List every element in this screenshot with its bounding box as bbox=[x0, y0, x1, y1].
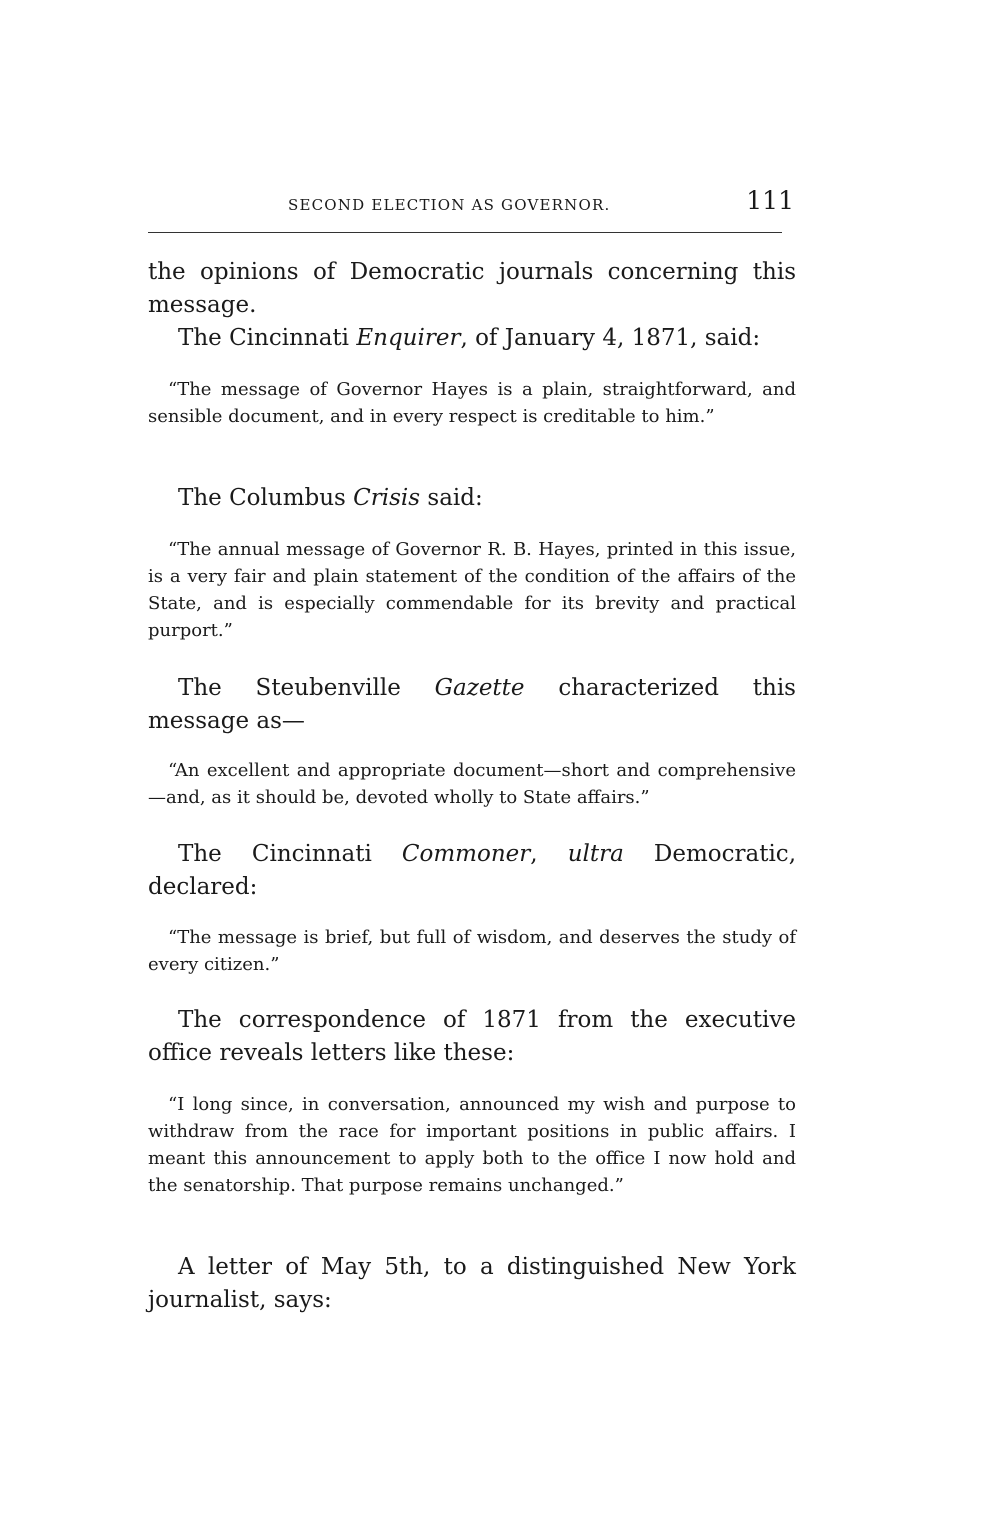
paragraph-text: The Steubenville bbox=[178, 675, 435, 701]
paragraph-text: The Cincinnati bbox=[178, 841, 402, 867]
quote-crisis bbox=[148, 536, 796, 644]
paragraph-gazette bbox=[148, 672, 796, 738]
paragraph-text: characterized this message as— bbox=[148, 675, 796, 734]
newspaper-name: Crisis bbox=[353, 485, 421, 511]
paragraph-may-letter bbox=[148, 1251, 796, 1317]
paragraph-text: Democratic, declared: bbox=[148, 841, 797, 900]
quote-text: “The message of Governor Hayes is a plain, straightforward, and sensible document, and in every respect is creditable to him.” bbox=[148, 379, 796, 427]
paragraph-enquirer bbox=[148, 322, 796, 355]
quote-gazette bbox=[148, 757, 796, 811]
paragraph-text: A letter of May 5th, to a distinguished New York journalist, says: bbox=[148, 1254, 796, 1313]
paragraph-text: The Columbus bbox=[178, 485, 354, 511]
quote-text: “An excellent and appropriate document—short and comprehensive—and, as it should be, devoted wholly to State affairs.” bbox=[148, 760, 796, 808]
emphasis-text: ultra bbox=[567, 841, 624, 867]
paragraph-text: said: bbox=[420, 485, 483, 511]
quote-text: “The message is brief, but full of wisdom, and deserves the study of every citizen.” bbox=[148, 927, 796, 975]
paragraph-text: the opinions of Democratic journals concerning this message. bbox=[148, 259, 796, 318]
quote-enquirer bbox=[148, 376, 796, 430]
paragraph-text: The Cincinnati bbox=[178, 325, 357, 351]
quote-commoner bbox=[148, 924, 796, 978]
quote-text: “I long since, in conversation, announced my wish and purpose to withdraw from the race for important positions in public affairs. I meant this announcement to apply both to the office I now hold and the senatorship. That purpose remains unchanged.” bbox=[148, 1094, 796, 1196]
paragraph-continuation bbox=[148, 256, 796, 322]
page-header bbox=[148, 186, 796, 226]
paragraph-text: The correspondence of 1871 from the executive office reveals letters like these: bbox=[148, 1007, 796, 1066]
paragraph-text: , of January 4, 1871, said: bbox=[460, 325, 761, 351]
newspaper-name: Commoner bbox=[401, 841, 531, 867]
paragraph-text: , bbox=[530, 841, 568, 867]
quote-text: “The annual message of Governor R. B. Hayes, printed in this issue, is a very fair and plain statement of the condition of the affairs of the State, and is especially commendable for its brevity and practical purport.” bbox=[148, 539, 796, 641]
running-title: SECOND ELECTION AS GOVERNOR. bbox=[288, 196, 611, 214]
newspaper-name: Gazette bbox=[434, 675, 525, 701]
header-rule bbox=[148, 232, 782, 233]
paragraph-commoner bbox=[148, 838, 796, 904]
paragraph-crisis bbox=[148, 482, 796, 515]
paragraph-correspondence bbox=[148, 1004, 796, 1070]
page-number: 111 bbox=[746, 186, 794, 215]
newspaper-name: Enquirer bbox=[356, 325, 461, 351]
quote-letter bbox=[148, 1091, 796, 1199]
